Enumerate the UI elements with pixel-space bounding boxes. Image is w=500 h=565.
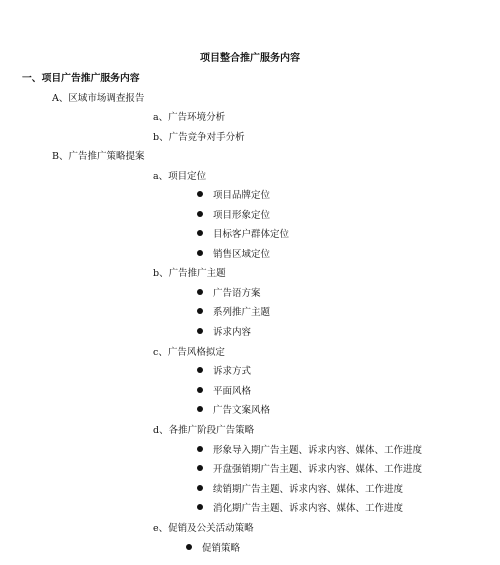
item-b-d: d、各推广阶段广告策略: [153, 425, 255, 436]
bullet-b-d-2: 开盘强销期广告主题、诉求内容、媒体、工作进度: [197, 464, 422, 476]
bullet-b-d-1: 形象导入期广告主题、诉求内容、媒体、工作进度: [197, 445, 422, 457]
item-b-e: e、促销及公关活动策略: [153, 523, 254, 534]
bullet-icon: [197, 328, 203, 334]
document-title: 项目整合推广服务内容: [200, 53, 300, 64]
bullet-icon: [197, 289, 203, 295]
bullet-icon: [197, 250, 203, 256]
bullet-icon: [186, 544, 192, 550]
item-b-c: c、广告风格拟定: [153, 347, 225, 358]
bullet-b-c-1: 诉求方式: [197, 366, 251, 378]
item-b-b: b、广告推广主题: [153, 268, 226, 279]
subsection-a: A、区域市场调查报告: [52, 93, 145, 104]
bullet-icon: [197, 446, 203, 452]
section-heading: 一、项目广告推广服务内容: [22, 73, 140, 84]
item-a-1: a、广告环境分析: [153, 112, 226, 123]
bullet-icon: [197, 387, 203, 393]
bullet-b-e-1: 促销策略: [186, 543, 240, 555]
bullet-b-d-4: 消化期广告主题、诉求内容、媒体、工作进度: [197, 503, 403, 515]
bullet-b-a-1: 项目品牌定位: [197, 190, 270, 202]
bullet-icon: [197, 191, 203, 197]
bullet-b-c-2: 平面风格: [197, 386, 251, 398]
bullet-b-b-2: 系列推广主题: [197, 307, 270, 319]
bullet-icon: [197, 406, 203, 412]
bullet-icon: [197, 504, 203, 510]
bullet-b-a-3: 目标客户群体定位: [197, 229, 289, 241]
bullet-b-a-4: 销售区域定位: [197, 249, 270, 261]
subsection-b: B、广告推广策略提案: [52, 151, 145, 162]
bullet-b-b-1: 广告语方案: [197, 288, 261, 300]
bullet-icon: [197, 485, 203, 491]
bullet-icon: [197, 230, 203, 236]
bullet-b-a-2: 项目形象定位: [197, 210, 270, 222]
bullet-icon: [197, 211, 203, 217]
bullet-b-b-3: 诉求内容: [197, 327, 251, 339]
bullet-b-d-3: 续销期广告主题、诉求内容、媒体、工作进度: [197, 484, 403, 496]
bullet-icon: [197, 465, 203, 471]
bullet-icon: [197, 367, 203, 373]
bullet-icon: [197, 308, 203, 314]
item-a-2: b、广告竞争对手分析: [153, 132, 245, 143]
item-b-a: a、项目定位: [153, 171, 207, 182]
bullet-b-c-3: 广告文案风格: [197, 405, 270, 417]
